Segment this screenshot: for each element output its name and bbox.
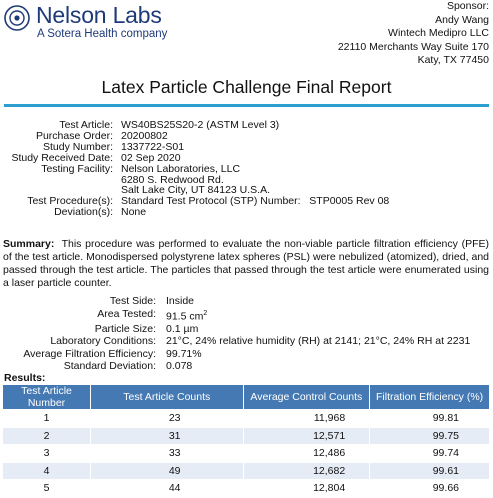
info-row-deviations bbox=[0, 207, 493, 218]
cell-article-counts: 44 bbox=[91, 480, 244, 498]
procedure-value: Standard Test Protocol (STP) Number: STP0005 Rev 08 bbox=[121, 195, 390, 208]
conditions-value: 21°C, 24% relative humidity (RH) at 2141; 21°C, 24% RH at 2231 bbox=[166, 335, 471, 348]
company-logo-name: Nelson Labs bbox=[36, 2, 162, 28]
cell-control-counts: 12,571 bbox=[243, 427, 370, 445]
avg-efficiency-label: Average Filtration Efficiency: bbox=[23, 347, 156, 360]
title-divider bbox=[4, 104, 489, 107]
area-value: 91.5 $cm^2$ bbox=[166, 309, 208, 323]
cell-control-counts: 12,804 bbox=[243, 480, 370, 498]
cell-article-counts: 33 bbox=[91, 445, 244, 463]
detail-row-test-side bbox=[0, 295, 493, 308]
detail-row-std-dev bbox=[0, 360, 493, 373]
table-row bbox=[3, 427, 490, 445]
purchase-order-value: 20200802 bbox=[121, 129, 168, 142]
summary-label: Summary: bbox=[3, 238, 55, 250]
sponsor-city: Katy, TX 77450 bbox=[417, 54, 489, 66]
col-header-filtration-efficiency: Filtration Efficiency (%) bbox=[370, 385, 490, 410]
avg-efficiency-value: 99.71% bbox=[166, 347, 202, 360]
results-header-row bbox=[3, 385, 490, 410]
deviations-label: Deviation(s): bbox=[54, 206, 113, 219]
results-table bbox=[2, 384, 490, 498]
results-heading: Results: bbox=[4, 372, 46, 384]
purchase-order-label: Purchase Order: bbox=[35, 129, 113, 142]
sponsor-name: Andy Wang bbox=[435, 13, 489, 26]
table-row bbox=[3, 480, 490, 498]
cell-article-counts: 31 bbox=[91, 427, 244, 445]
sponsor-address: 22110 Merchants Way Suite 170 bbox=[337, 40, 489, 53]
info-row-study-received bbox=[0, 153, 493, 164]
study-info bbox=[0, 120, 493, 218]
cell-article-number: 1 bbox=[3, 410, 91, 428]
facility-city: Salt Lake City, UT 84123 U.S.A. bbox=[121, 184, 271, 197]
nelson-labs-logo-icon bbox=[4, 5, 30, 31]
cell-filtration-efficiency: 99.81 bbox=[370, 410, 490, 428]
cell-control-counts: 11,968 bbox=[243, 410, 370, 428]
procedure-label: Test Procedure(s): bbox=[27, 195, 113, 208]
detail-row-avg-efficiency bbox=[0, 348, 493, 361]
col-header-article-number: Test Article Number bbox=[3, 385, 91, 410]
sponsor-heading: Sponsor: bbox=[446, 0, 489, 12]
cell-control-counts: 12,486 bbox=[243, 445, 370, 463]
sponsor-block bbox=[338, 0, 489, 68]
test-side-value: Inside bbox=[166, 295, 195, 307]
detail-row-area bbox=[0, 308, 493, 323]
facility-name: Nelson Laboratories, LLC bbox=[121, 162, 241, 175]
cell-article-number: 2 bbox=[3, 427, 91, 445]
test-article-value: WS40BS25S20-2 (ASTM Level 3) bbox=[121, 119, 280, 131]
cell-filtration-efficiency: 99.66 bbox=[370, 480, 490, 498]
table-row bbox=[3, 410, 490, 428]
company-logo-subtitle: A Sotera Health company bbox=[37, 28, 168, 40]
table-row bbox=[3, 462, 490, 480]
cell-article-number: 4 bbox=[3, 462, 91, 480]
particle-size-value: 0.1 µm bbox=[166, 322, 199, 335]
cell-article-counts: 49 bbox=[91, 462, 244, 480]
report-title: Latex Particle Challenge Final Report bbox=[101, 77, 392, 97]
detail-row-particle-size bbox=[0, 323, 493, 336]
cell-filtration-efficiency: 99.75 bbox=[370, 427, 490, 445]
study-received-label: Study Received Date: bbox=[11, 151, 113, 164]
cell-filtration-efficiency: 99.61 bbox=[370, 462, 490, 480]
summary-paragraph bbox=[3, 238, 489, 290]
cell-article-number: 3 bbox=[3, 445, 91, 463]
col-header-control-counts: Average Control Counts bbox=[243, 385, 370, 410]
test-details bbox=[0, 295, 493, 373]
test-article-label: Test Article: bbox=[59, 119, 113, 131]
info-row-facility bbox=[0, 164, 493, 175]
test-side-label: Test Side: bbox=[109, 295, 156, 307]
sponsor-company: Wintech Medipro LLC bbox=[388, 27, 489, 39]
study-number-label: Study Number: bbox=[42, 140, 113, 153]
detail-row-conditions bbox=[0, 335, 493, 348]
facility-street: 6280 S. Redwood Rd. bbox=[121, 173, 224, 186]
cell-filtration-efficiency: 99.74 bbox=[370, 445, 490, 463]
particle-size-label: Particle Size: bbox=[94, 322, 156, 335]
cell-article-number: 5 bbox=[3, 480, 91, 498]
std-dev-value: 0.078 bbox=[166, 360, 193, 373]
area-label: Area Tested: bbox=[97, 307, 156, 320]
cell-article-counts: 23 bbox=[91, 410, 244, 428]
col-header-article-counts: Test Article Counts bbox=[91, 385, 244, 410]
cell-control-counts: 12,682 bbox=[243, 462, 370, 480]
facility-label: Testing Facility: bbox=[41, 162, 113, 175]
study-received-value: 02 Sep 2020 bbox=[121, 151, 181, 164]
study-number-value: 1337722-S01 bbox=[121, 140, 185, 153]
deviations-value: None bbox=[121, 206, 147, 219]
conditions-label: Laboratory Conditions: bbox=[50, 335, 156, 348]
std-dev-label: Standard Deviation: bbox=[63, 360, 156, 373]
table-row bbox=[3, 445, 490, 463]
summary-text: This procedure was performed to evaluate the non-viable particle filtration efficiency (PFE) of the test article. Monodispersed polystyrene latex spheres (PSL) were nebulized (atomized), dried, and passed through the test article. The particles that passed through the test article were enumerated using a laser particle counter. bbox=[3, 238, 489, 289]
